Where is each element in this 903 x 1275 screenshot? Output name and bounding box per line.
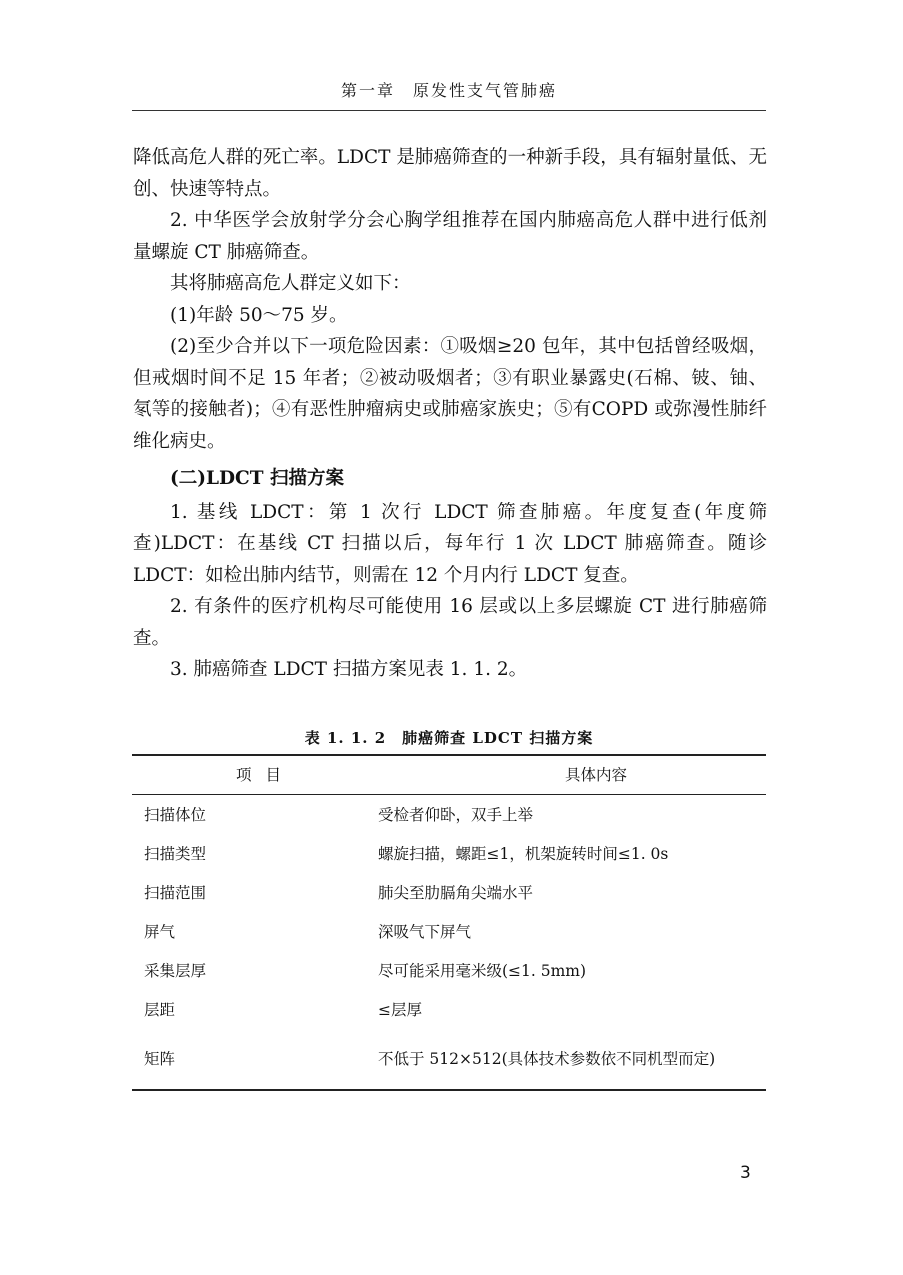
paragraph-2: 2. 中华医学会放射学分会心胸学组推荐在国内肺癌高危人群中进行低剂量螺旋 CT 肺癌筛查。 (133, 210, 767, 263)
row-label: 采集层厚 (144, 961, 207, 980)
row-label: 矩阵 (144, 1050, 176, 1068)
table-header-row (132, 755, 766, 795)
table-row (132, 912, 766, 951)
header-item: 项目 (236, 766, 296, 784)
table-row (132, 990, 766, 1029)
row-value: 尽可能采用毫米级(≤1. 5mm) (378, 961, 587, 980)
header-content: 具体内容 (565, 766, 628, 784)
row-value: 深吸气下屏气 (378, 922, 472, 941)
paragraph-5: (2)至少合并以下一项危险因素：①吸烟≥20 包年，其中包括曾经吸烟，但戒烟时间不足 15 年者；②被动吸烟者；③有职业暴露史(石棉、铍、铀、氡等的接触者)；④有恶性肿瘤病史或肺癌家族史；⑤有COPD 或弥漫性肺纤维化病史。 (133, 336, 767, 452)
table-row (132, 795, 766, 835)
paragraph-8: 3. 肺癌筛查 LDCT 扫描方案见表 1. 1. 2。 (170, 659, 528, 680)
table-row (132, 951, 766, 990)
row-label: 扫描类型 (144, 844, 207, 863)
row-value: 受检者仰卧，双手上举 (378, 805, 534, 824)
running-header (132, 74, 766, 111)
table-row (132, 873, 766, 912)
paragraph-3: 其将肺癌高危人群定义如下： (170, 273, 411, 294)
row-label: 扫描范围 (144, 883, 207, 902)
scan-protocol-table (132, 754, 766, 1091)
row-label: 扫描体位 (144, 805, 207, 824)
table-row (132, 834, 766, 873)
row-value: ≤层厚 (378, 1000, 422, 1019)
chapter-title: 第一章 原发性支气管肺癌 (340, 81, 557, 100)
table-caption: 表 1. 1. 2 肺癌筛查 LDCT 扫描方案 (304, 729, 594, 747)
row-value: 螺旋扫描，螺距≤1，机架旋转时间≤1. 0s (378, 844, 669, 863)
row-value: 不低于 512×512(具体技术参数依不同机型而定) (378, 1050, 716, 1068)
row-label: 层距 (144, 1000, 176, 1019)
row-label: 屏气 (144, 922, 176, 941)
paragraph-7: 2. 有条件的医疗机构尽可能使用 16 层或以上多层螺旋 CT 进行肺癌筛查。 (133, 596, 767, 649)
paragraph-6: 1. 基线 LDCT：第 1 次行 LDCT 筛查肺癌。年度复查(年度筛查)LDCT：在基线 CT 扫描以后，每年行 1 次 LDCT 肺癌筛查。随诊 LDCT：如检出肺内结节，则需在 12 个月内行 LDCT 复查。 (133, 501, 767, 586)
paragraph-1: 降低高危人群的死亡率。LDCT 是肺癌筛查的一种新手段，具有辐射量低、无创、快速等特点。 (133, 147, 767, 200)
table-row (132, 1029, 766, 1090)
body-text (133, 142, 767, 686)
section-heading: (二)LDCT 扫描方案 (170, 468, 344, 489)
page-number: 3 (740, 1163, 751, 1183)
row-value: 肺尖至肋膈角尖端水平 (378, 883, 534, 902)
paragraph-4: (1)年龄 50～75 岁。 (170, 304, 348, 326)
